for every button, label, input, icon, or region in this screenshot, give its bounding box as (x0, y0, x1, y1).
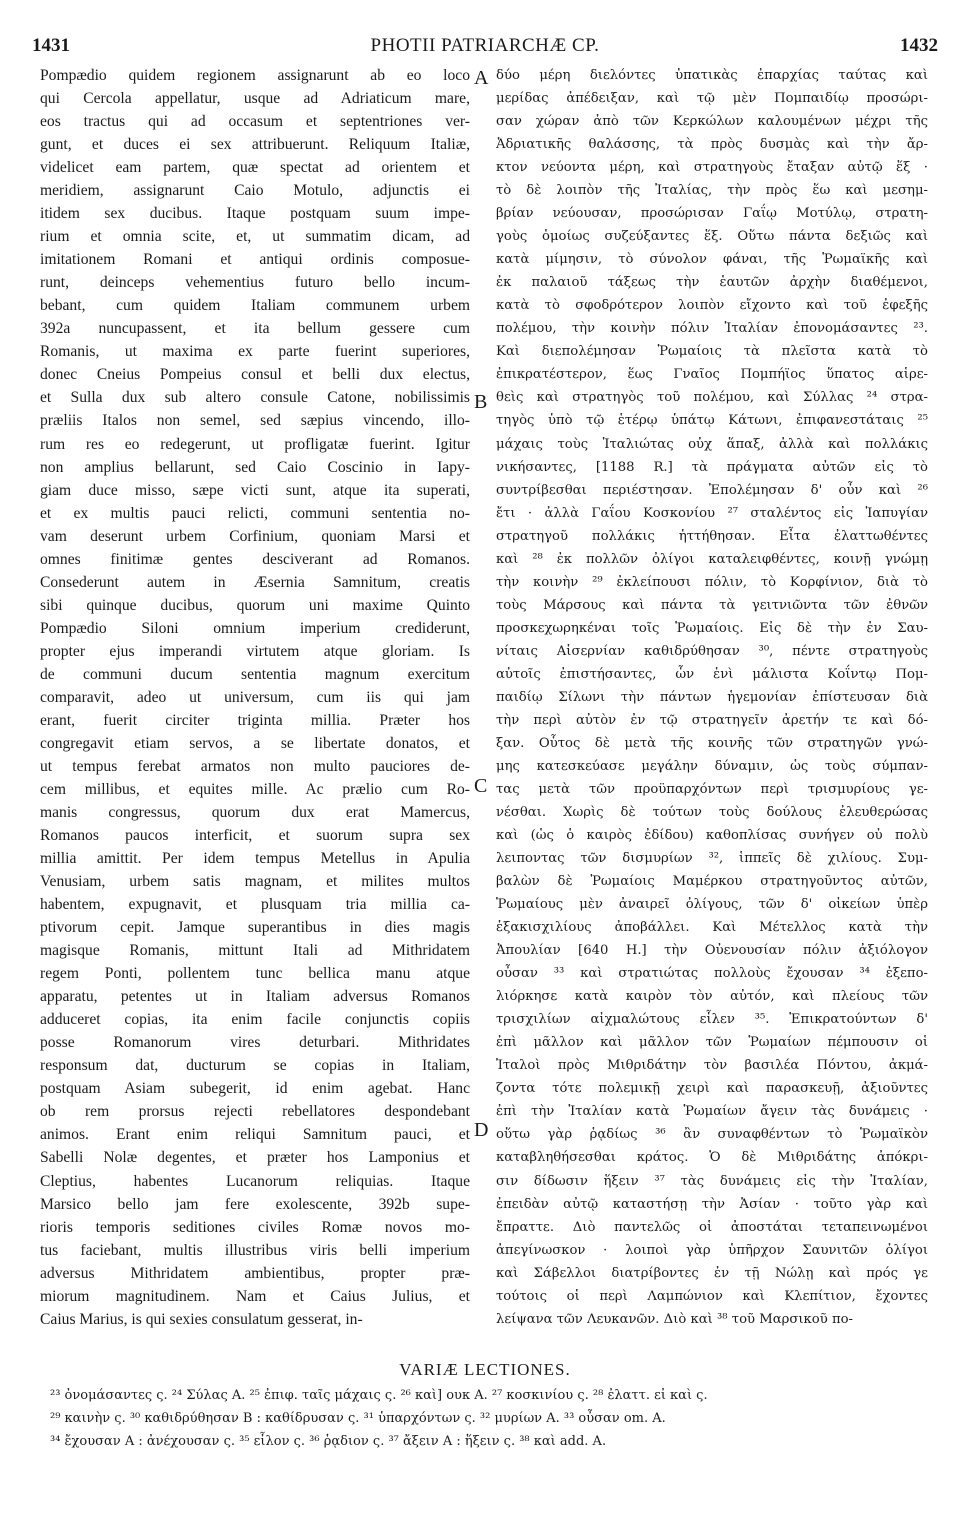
latin-text-line: eos tractus qui ad occasum et septentriones ver- (40, 113, 470, 131)
latin-text-line: et ex multis pauci relicti, communi sententia no- (40, 504, 470, 522)
latin-text-line: giam duce misso, sæpe victi sunt, atque ita superati, (40, 481, 470, 499)
variant-note-line: ²⁹ καινὴν ς. ³⁰ καθιδρύθησαν Β : καθίδρυσαν ς. ³¹ ὑπαρχόντων ς. ³² μυρίων Α. ³³ οὖσαν om. Α. (50, 1411, 666, 1426)
latin-text-line: apparatu, petentes ut in Italiam adversus Romanos (40, 988, 470, 1006)
greek-column (496, 64, 928, 1354)
latin-text-line: itidem sex ducibus. Itaque postquam suum impe- (40, 205, 470, 223)
latin-text-line: comparavit, adeo ut universum, cum iis qui jam (40, 688, 470, 706)
latin-text-line: miorum magnitudinem. Nam et Caius Julius, et (40, 1287, 470, 1305)
greek-text-line: ξαν. Οὗτος δὲ μετὰ τῆς κοινῆς τῶν στρατηγῶν γνώ- (496, 735, 928, 751)
latin-text-line: et Sulla dux sub altero consule Catone, nobilissimis (40, 389, 470, 407)
greek-text-line: ἑξακισχιλίους ἀποβάλλει. Καὶ Μέτελλος κατὰ τὴν (496, 920, 928, 936)
greek-text-line: νέσθαι. Χωρὶς δὲ τούτων τοὺς δούλους ἐλευθερώσας (496, 805, 928, 820)
greek-text-line: Ἰταλοὶ πρὸς Μιθριδάτην τὸν βασιλέα Πόντου, ἀκμά- (496, 1058, 928, 1074)
greek-text-line: δύο μέρη διελόντες ὑπατικὰς ἐπαρχίας ταύτας καὶ (496, 68, 928, 83)
greek-text-line: θεὶς καὶ στρατηγὸς τοῦ πολέμου, καὶ Σύλλας ²⁴ στρα- (496, 390, 928, 406)
latin-text-line: qui Cercola appellatur, usque ad Adriaticum mare, (40, 90, 470, 108)
latin-text-line: ptivorum cepit. Jamque superantibus in dies magis (40, 919, 470, 937)
latin-text-line: Pompædio quidem regionem assignarunt ab eo loco (40, 67, 470, 84)
greek-text-line: τὴν κοινὴν ²⁹ ἐκλείπουσι πόλιν, τὸ Κορφίνιον, διὰ τὸ (496, 574, 928, 590)
greek-text-line: κτον νεύοντα μέρη, καὶ στρατηγοὺς ἔταξαν αὐτῷ ἕξ · (496, 160, 928, 176)
latin-text-line: animos. Erant enim reliqui Samnitum pauci, et (40, 1126, 470, 1144)
greek-text-line: τὸ δὲ λοιπὸν τῆς Ἰταλίας, τὴν πρὸς ἕω καὶ μεσημ- (496, 183, 928, 199)
latin-text-line: postquam Asiam subegerit, id enim agebat. Hanc (40, 1080, 470, 1098)
latin-text-line: erant, fuerit circiter triginta millia. Præter hos (40, 711, 470, 729)
greek-text-line: νικήσαντες, [1188 R.] τὰ πράγματα αὐτῶν εἰς τὸ (496, 459, 928, 475)
latin-text-line: habentem, expugnavit, et plusquam tria millia ca- (40, 896, 470, 914)
latin-text-line: bebant, cum quidem Italiam communem urbem (40, 297, 470, 315)
greek-text-line: Ἀπουλίαν [640 Η.] τὴν Οὐενουσίαν πόλιν ἀξιόλογον (496, 943, 928, 959)
greek-text-line: Καὶ διεπολέμησαν Ῥωμαίοις τὰ πλεῖστα κατὰ τὸ (496, 344, 928, 360)
greek-text-line: βαλὼν δὲ Ῥωμαίοις Μαμέρκου στρατηγοῦντος αὐτῶν, (496, 874, 928, 890)
greek-text-line: μάχαις τοὺς Ἰταλιώτας οὐχ ἅπαξ, ἀλλὰ καὶ πολλάκις (496, 436, 928, 452)
latin-text-line: rium et omnia scite, et, ut summatim dicam, ad (40, 228, 470, 246)
greek-text-line: ἀπεγίνωσκον · λοιποὶ γὰρ ὑπῆρχον Σαυνιτῶν ὀλίγοι (496, 1242, 928, 1258)
latin-text-line: Pompædio Siloni omnium imperium crediderunt, (40, 619, 470, 637)
latin-text-line: vam deserunt urbem Corfinium, quoniam Marsi et (40, 527, 470, 545)
latin-text-line: sibi quinque ducibus, quorum uni maxime Quinto (40, 596, 470, 614)
latin-text-line: de communi ducum sententia magnum exercitum (40, 665, 470, 683)
margin-letter-c: C (474, 775, 488, 797)
latin-text-line: meridiem, assignarunt Caio Motulo, adjunctis ei (40, 182, 470, 200)
latin-text-line: cem millibus, et equites mille. Ac prælio cum Ro- (40, 780, 470, 798)
greek-text-line: τοὺς Μάρσους καὶ πάντα τὰ γειτνιῶντα τῶν ἐθνῶν (496, 597, 928, 613)
greek-text-line: γοὺς ὁμοίως συζεύξαντες ἕξ. Οὕτω πάντα δεξιῶς καὶ (496, 229, 928, 245)
latin-text-line: regem Ponti, pollentem tunc bellica manu atque (40, 965, 470, 983)
latin-text-line: tus faciebant, multis illustribus viris belli imperium (40, 1241, 470, 1259)
greek-text-line: κατὰ τὸ σφοδρότερον λοιπὸν εἴχοντο καὶ τοῦ ἐφεξῆς (496, 298, 928, 314)
latin-text-line: adversus Mithridatem ambientibus, propter præ- (40, 1264, 470, 1282)
latin-text-line: ob rem prorsus rejecti rebellatores despondebant (40, 1103, 470, 1121)
latin-text-line: Marsico bello jam fere exolescente, 392b supe- (40, 1195, 470, 1213)
greek-text-line: ἐκ παλαιοῦ τάξεως τὴν ἑαυτῶν ἀρχὴν διαθέμενοι, (496, 275, 928, 291)
latin-text-line: imitationem Romani et antiqui ordinis composue- (40, 251, 470, 269)
greek-text-line: νίταις Αἰσερνίαν καθιδρύθησαν ³⁰, πέντε στρατηγοὺς (496, 643, 928, 659)
greek-text-line: τας μετὰ τῶν προϋπαρχόντων περὶ τρισμυρίους γε- (496, 781, 928, 797)
greek-text-line: ἐπειδὰν αὐτῷ καταστήσῃ τὴν Ἀσίαν · τοῦτο γὰρ καὶ (496, 1196, 928, 1212)
variant-note-line: ²³ ὀνομάσαντες ς. ²⁴ Σύλας Α. ²⁵ ἐπιφ. ταῖς μάχαις ς. ²⁶ καὶ] ουκ Α. ²⁷ κοσκινίου ς. ²⁸ ἐλαττ. εἰ καὶ ς. (50, 1388, 708, 1403)
latin-text-line: donec Cneius Pompeius consul et belli dux electus, (40, 366, 470, 384)
greek-text-line: στρατηγοῦ πολλάκις ἡττήθησαν. Εἶτα ἐλαττωθέντες (496, 528, 928, 544)
greek-text-line: ζοντα τότε πολεμικῇ χειρὶ καὶ παρασκευῇ, ἀξιοῦντες (496, 1081, 928, 1097)
greek-text-line: συντρίβεσθαι περιέστησαν. Ἐπολέμησαν δ' οὖν καὶ ²⁶ (496, 482, 928, 498)
greek-text-line: ἐπὶ μᾶλλον καὶ μᾶλλον τῶν Ῥωμαίων πέμπουσιν οἱ (496, 1035, 928, 1051)
latin-text-line: responsum dat, ducturum se copias in Italiam, (40, 1057, 470, 1075)
margin-letter-d: D (474, 1119, 489, 1141)
margin-letter-b: B (474, 391, 488, 413)
greek-text-line: ἔτι · ἀλλὰ Γαΐου Κοσκονίου ²⁷ σταλέντος εἰς Ἰαπυγίαν (496, 505, 928, 521)
latin-text-line: omnes finitimæ gentes desciverant ad Romanos. (40, 550, 470, 568)
latin-text-line: congregavit etiam servos, a se libertate donatos, et (40, 734, 470, 752)
latin-text-line: Sabelli Nolæ degentes, et præter hos Lamponius et (40, 1149, 470, 1167)
greek-text-line: καὶ Σάβελλοι διατρίβοντες ἐν τῇ Νώλῃ καὶ πρός γε (496, 1265, 928, 1281)
greek-text-line: λιόρκησε κατὰ καιρὸν τὸν αὐτόν, καὶ πλείους τῶν (496, 989, 928, 1005)
greek-text-line: τηγὸς ὑπὸ τῷ ἑτέρῳ ὑπάτῳ Κάτωνι, ἐπιφανεστάταις ²⁵ (496, 413, 928, 429)
variae-lectiones-notes (50, 1384, 930, 1453)
greek-text-line: μης κατεσκεύασε μεγάλην δύναμιν, ὡς τοὺς σύμπαν- (496, 758, 928, 774)
greek-text-line: τὴν περὶ αὐτὸν ἐν τῷ στρατηγεῖν ἀρετήν τε καὶ δό- (496, 712, 928, 728)
greek-text-line: προσκεχωρηκέναι τοῖς Ῥωμαίοις. Εἰς δὲ τὴν ἐν Σαυ- (496, 620, 928, 636)
greek-text-line: τούτοις οἱ περὶ Λαμπώνιον καὶ Κλεπίτιον, ἔχοντες (496, 1288, 928, 1304)
latin-text-line: rioris temporis seditiones civiles Romæ novos mo- (40, 1218, 470, 1236)
greek-text-line: οὖσαν ³³ καὶ στρατιώτας πολλοὺς ἔχουσαν ³⁴ ἐξεπο- (496, 966, 928, 982)
margin-letter-a: A (474, 67, 489, 89)
running-header (32, 34, 938, 58)
greek-text-line: ἔπραττε. Διὸ παντελῶς οἱ ἀποστάται τεταπεινωμένοι (496, 1219, 928, 1235)
latin-text-line: Venusiam, urbem satis magnam, et milites multos (40, 873, 470, 891)
latin-text-line: Consederunt autem in Æsernia Samnitum, creatis (40, 573, 470, 591)
greek-text-line: καταβληθήσεσθαι κράτος. Ὁ δὲ Μιθριδάτης ἀπόκρι- (496, 1150, 928, 1166)
page-number-left: 1431 (32, 35, 70, 56)
greek-text-line: ἐπικρατέστερον, ἕως Γναῖος Πομπήϊος ὕπατος αἱρε- (496, 367, 928, 383)
greek-text-line: μερίδας ἀπέδειξαν, καὶ τῷ μὲν Πομπαιδίῳ προσώρι- (496, 91, 928, 107)
latin-text-line: gunt, et duces ei sex attribuerunt. Reliquum Italiæ, (40, 136, 470, 154)
latin-text-line: rum res eo redegerunt, ut profligatæ fuerint. Igitur (40, 435, 470, 453)
greek-text-line: σιν δίδωσιν ἥξειν ³⁷ τὰς δυνάμεις εἰς τὴν Ἰταλίαν, (496, 1173, 928, 1189)
latin-text-line: videlicet eam partem, quæ spectat ad orientem et (40, 159, 470, 177)
latin-text-line: Romanis, ut maxima ex parte fuerint superiores, (40, 343, 470, 361)
latin-text-line: adduceret copias, ita enim facile conjunctis copiis (40, 1011, 470, 1029)
latin-text-line: millia amittit. Per idem tempus Metellus in Apulia (40, 850, 470, 868)
latin-text-line: ut tempus ferebat armatos non multo pauciores de- (40, 757, 470, 775)
latin-text-line: non amplius bellarunt, sed Caio Coscinio in Iapy- (40, 458, 470, 476)
latin-column (40, 64, 470, 1354)
latin-text-line: 392a nuncupassent, et ita bellum gessere cum (40, 320, 470, 338)
latin-text-line: posse Romanorum vires deturbari. Mithridates (40, 1034, 470, 1052)
greek-text-line: Ῥωμαίους μὲν ἀναιρεῖ ὀλίγους, τῶν δ' οἰκείων ὑπὲρ (496, 897, 928, 913)
running-title: PHOTII PATRIARCHÆ CP. (370, 35, 600, 56)
greek-text-line: αὐτοῖς ἐπιστήσαντες, ὧν ἑνὶ μάλιστα Κοΐντῳ Πομ- (496, 666, 928, 682)
latin-text-line: Caius Marius, is qui sexies consulatum gesserat, in- (40, 1310, 363, 1328)
greek-text-line: παιδίῳ Σίλωνι τὴν πάντων ἡγεμονίαν ἐπίστευσαν διὰ (496, 689, 928, 705)
greek-text-line: καὶ ²⁸ ἐκ πολλῶν ὀλίγοι καταλειφθέντες, κοινῇ γνώμῃ (496, 551, 928, 567)
page-number-right: 1432 (900, 35, 938, 56)
greek-text-line: λείψανα τῶν Λευκανῶν. Διὸ καὶ ³⁸ τοῦ Μαρσικοῦ πο- (496, 1311, 854, 1327)
greek-text-line: λειποντας τῶν δισμυρίων ³², ἱππεῖς δὲ χιλίους. Συμ- (496, 851, 928, 867)
variae-lectiones-title: VARIÆ LECTIONES. (399, 1360, 571, 1379)
greek-text-line: πολέμου, τὴν κοινὴν πόλιν Ἰταλίαν ἐπονομάσαντες ²³. (496, 321, 928, 337)
latin-text-line: præliis Italos non semel, sed sæpius vincendo, illo- (40, 412, 470, 430)
greek-text-line: τρισχιλίων αἰχμαλώτους εἷλεν ³⁵. Ἐπικρατούντων δ' (496, 1012, 928, 1028)
greek-text-line: οὕτω γὰρ ῥᾳδίως ³⁶ ἂν συναφθέντων τὸ Ῥωμαϊκὸν (496, 1127, 928, 1143)
greek-text-line: κατὰ μίμησιν, τὸ σύνολον φάναι, τῆς Ῥωμαϊκῆς καὶ (496, 252, 928, 268)
latin-text-line: manis congressus, quorum dux erat Mamercus, (40, 804, 470, 821)
greek-text-line: καὶ (ὡς ὁ καιρὸς ἐδίδου) καθοπλίσας συνήγεν οὐ πολὺ (496, 828, 928, 844)
latin-text-line: runt, deinceps vehementius futuro bello incum- (40, 274, 470, 292)
latin-text-line: Cleptius, habentes Lucanorum reliquias. Itaque (40, 1172, 470, 1190)
latin-text-line: magisque Romanis, mittunt Itali ad Mithridatem (40, 942, 470, 960)
greek-text-line: ἐπὶ τὴν Ἰταλίαν κατὰ Ῥωμαίων ἄγειν τὰς δυνάμεις · (496, 1104, 928, 1120)
latin-text-line: propter ejus imperandi virtutem atque gloriam. Is (40, 642, 470, 660)
greek-text-line: Ἀδριατικῆς θαλάσσης, τὰ πρὸς δυσμὰς καὶ τὴν ἄρ- (496, 137, 928, 153)
variant-note-line: ³⁴ ἔχουσαν Α : ἀνέχουσαν ς. ³⁵ εἷλον ς. ³⁶ ῥᾳδιον ς. ³⁷ ἄξειν Α : ἥξειν ς. ³⁸ καὶ add. Α. (50, 1434, 607, 1449)
greek-text-line: σαν χώραν ἀπὸ τῶν Κερκώλων καλουμένων μέχρι τῆς (496, 114, 928, 130)
latin-text-line: Romanos paucos interficit, et suorum supra sex (40, 827, 470, 845)
greek-text-line: βρίαν νεύουσαν, προσώρισαν Γαΐῳ Μοτύλῳ, στρατη- (496, 206, 928, 222)
